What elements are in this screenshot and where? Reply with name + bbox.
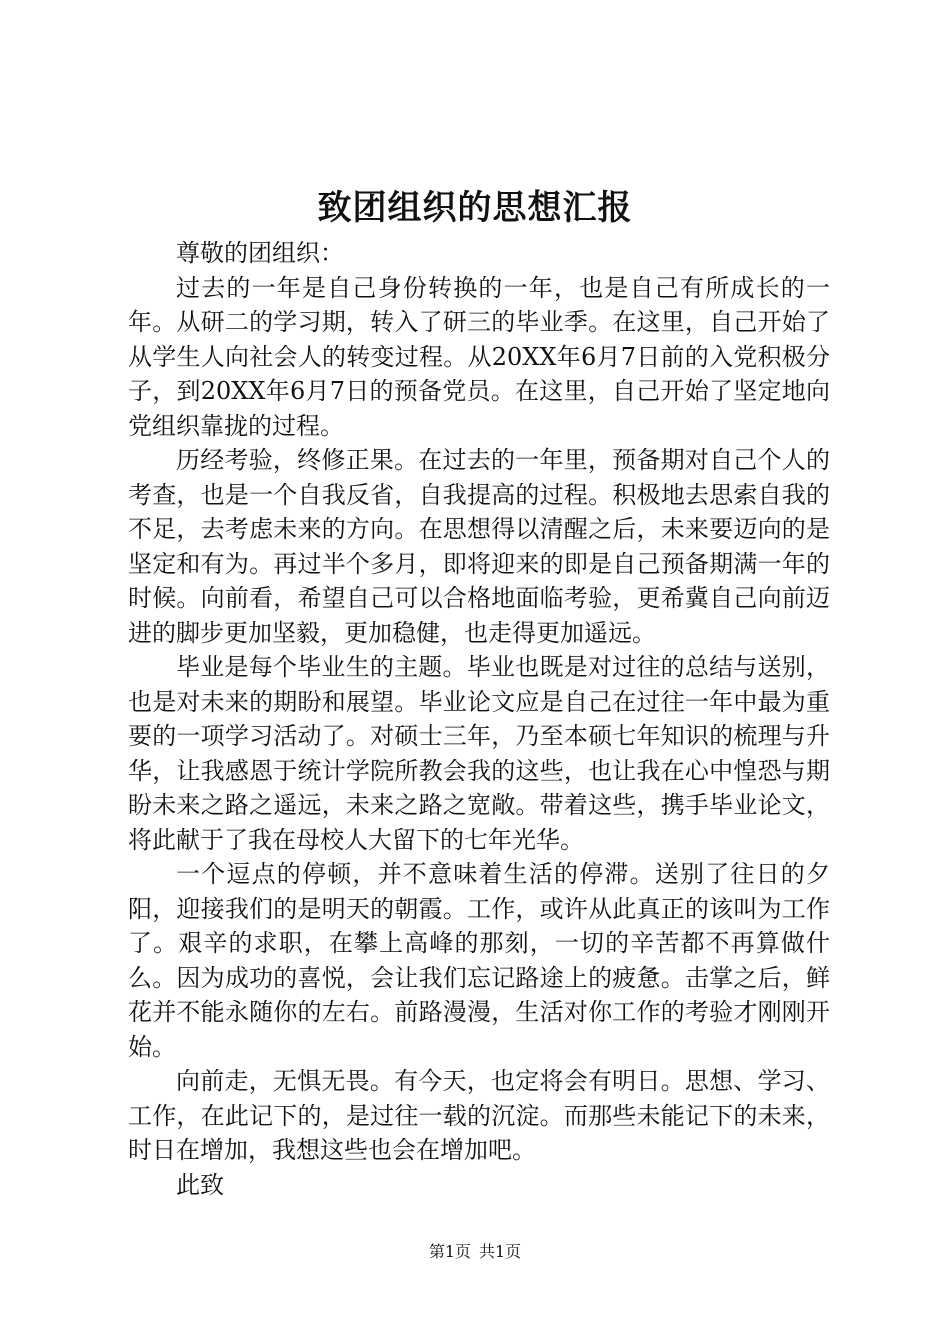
paragraph-1: 过去的一年是自己身份转换的一年，也是自己有所成长的一年。从研二的学习期，转入了研三的毕业季。在这里，自己开始了从学生人向社会人的转变过程。从20XX年6月7日前的入党积极分子，到20XX年6月7日的预备党员。在这里，自己开始了坚定地向党组织靠拢的过程。 xyxy=(128,273,830,440)
document-body xyxy=(128,236,830,1202)
page-total: 共1页 xyxy=(479,1242,522,1261)
page-number: 第1页 xyxy=(428,1242,471,1261)
paragraph-3: 毕业是每个毕业生的主题。毕业也既是对过往的总结与送别，也是对未来的期盼和展望。毕业论文应是自己在过往一年中最为重要的一项学习活动了。对硕士三年，乃至本硕七年知识的梳理与升华，让我感恩于统计学院所教会我的这些，也让我在心中惶恐与期盼未来之路之遥远，未来之路之宽敞。带着这些，携手毕业论文，将此献于了我在母校人大留下的七年光华。 xyxy=(128,653,830,854)
closing: 此致 xyxy=(176,1170,224,1199)
paragraph-5: 向前走，无惧无畏。有今天，也定将会有明日。思想、学习、工作，在此记下的，是过往一载的沉淀。而那些未能记下的未来，时日在增加，我想这些也会在增加吧。 xyxy=(128,1067,830,1164)
document-title: 致团组织的思想汇报 xyxy=(317,188,633,228)
page-footer xyxy=(0,1242,950,1262)
paragraph-2: 历经考验，终修正果。在过去的一年里，预备期对自己个人的考查，也是一个自我反省，自我提高的过程。积极地去思索自我的不足，去考虑未来的方向。在思想得以清醒之后，未来要迈向的是坚定和有为。再过半个多月，即将迎来的即是自己预备期满一年的时候。向前看，希望自己可以合格地面临考验，更希冀自己向前迈进的脚步更加坚毅，更加稳健，也走得更加遥远。 xyxy=(128,446,830,647)
paragraph-4: 一个逗点的停顿，并不意味着生活的停滞。送别了往日的夕阳，迎接我们的是明天的朝霞。工作，或许从此真正的该叫为工作了。艰辛的求职，在攀上高峰的那刻，一切的辛苦都不再算做什么。因为成功的喜悦，会让我们忘记路途上的疲惫。击掌之后，鲜花并不能永随你的左右。前路漫漫，生活对你工作的考验才刚刚开始。 xyxy=(128,860,830,1061)
salutation: 尊敬的团组织： xyxy=(176,239,344,267)
